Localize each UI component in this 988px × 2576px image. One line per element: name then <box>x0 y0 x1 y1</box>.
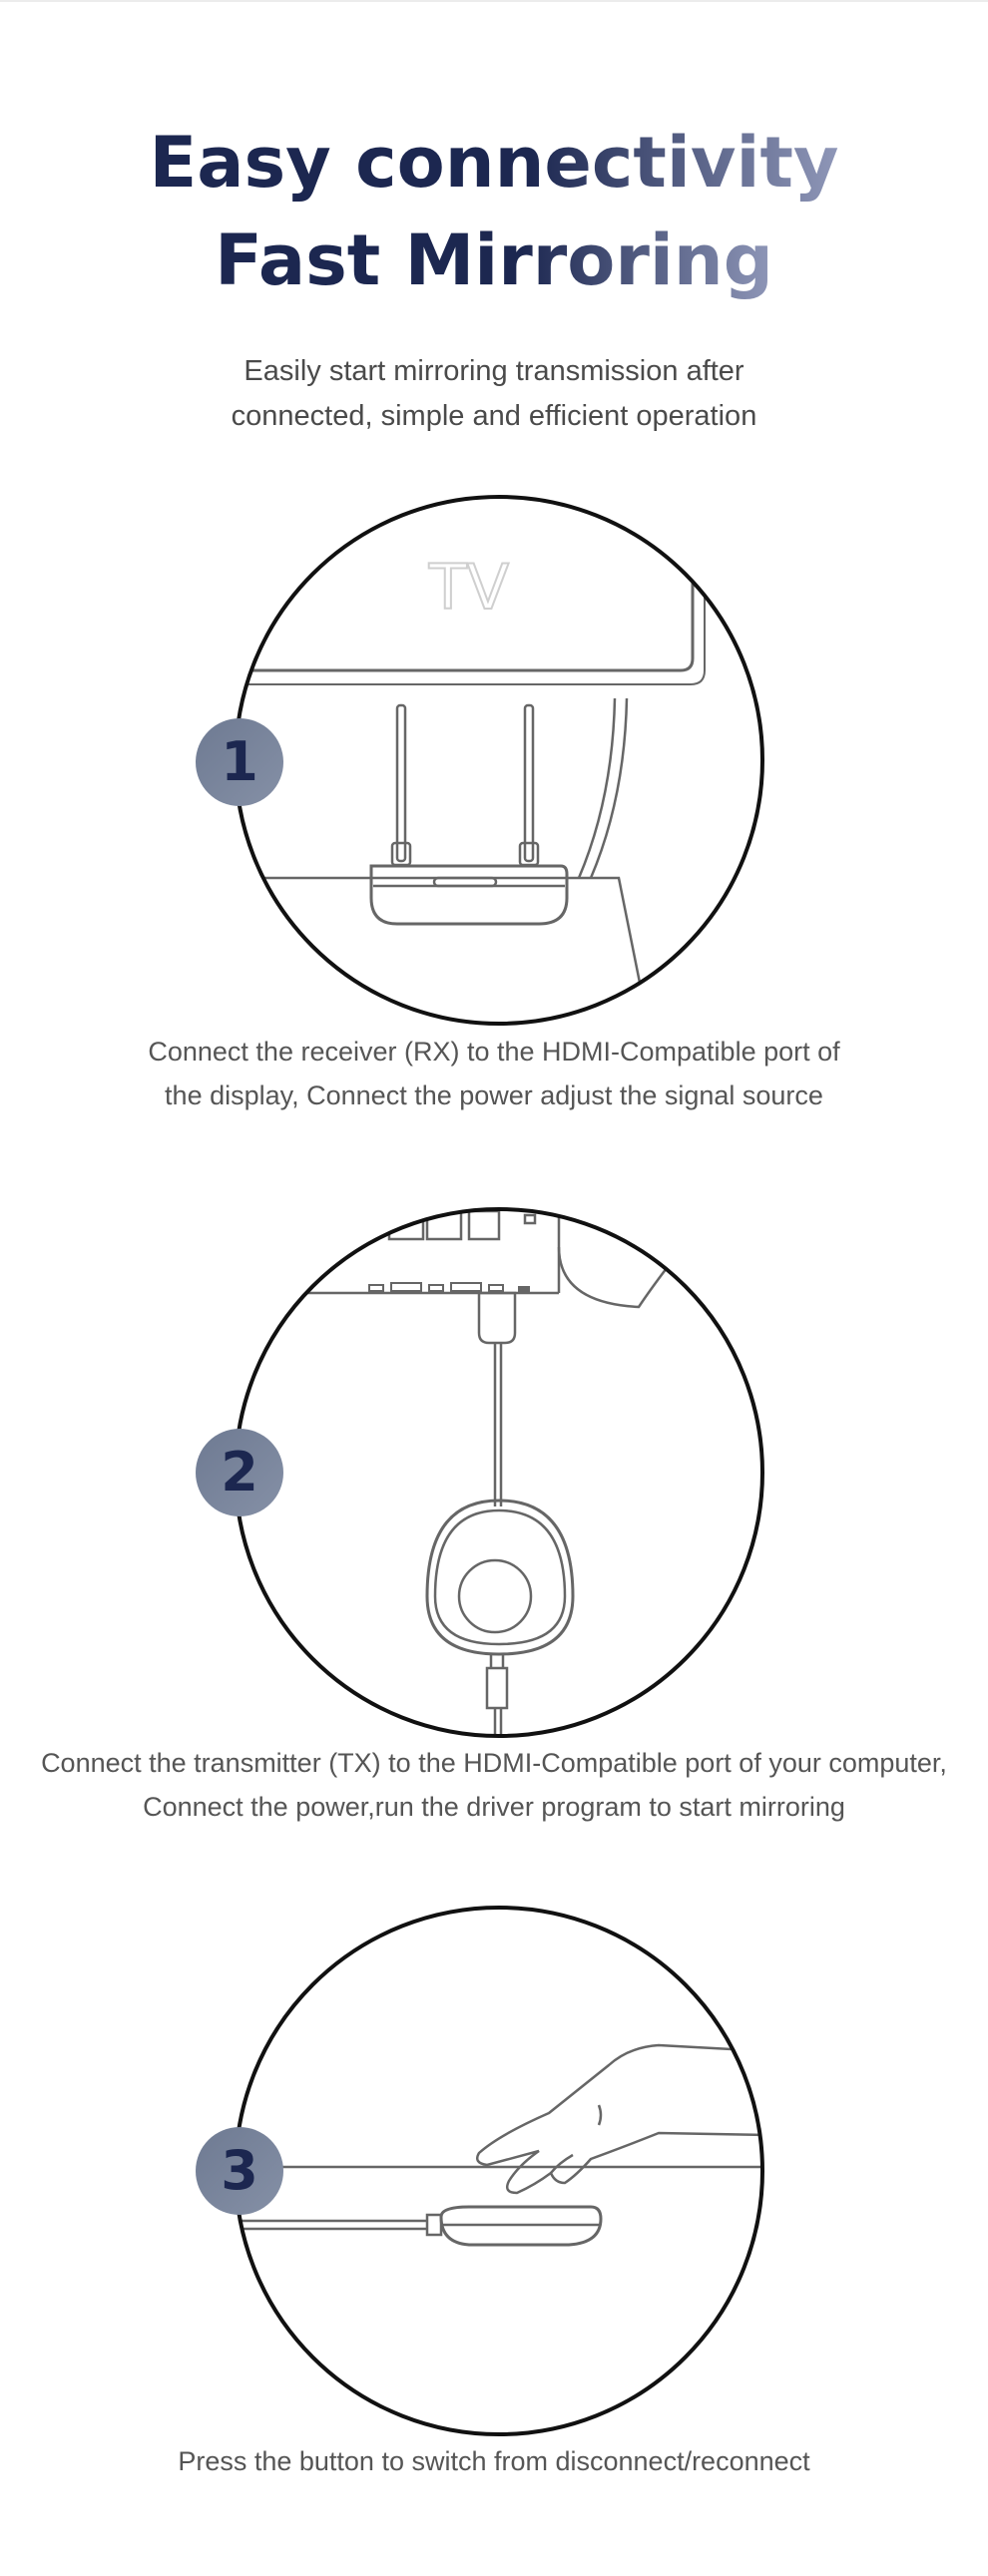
tv-label: TV <box>428 551 510 624</box>
step-1-caption-line-1: Connect the receiver (RX) to the HDMI-Compatible port of <box>148 1037 840 1067</box>
tx-cable <box>200 2221 427 2229</box>
subtitle-line-2: connected, simple and efficient operation <box>231 400 757 432</box>
step-1-badge: 1 <box>196 718 283 806</box>
step-3-circle <box>236 1908 762 2434</box>
antenna-left <box>397 705 405 861</box>
step-2-circle <box>236 1209 762 1736</box>
subtitle-line-1: Easily start mirroring transmission after <box>244 355 744 387</box>
step-1-illustration <box>0 489 988 1028</box>
antenna-right <box>525 705 533 861</box>
step-2-illustration <box>0 1202 988 1741</box>
step-2-caption-line-1: Connect the transmitter (TX) to the HDMI-Compatible port of your computer, <box>41 1748 947 1778</box>
step-1-caption <box>0 1030 988 1117</box>
receiver-box <box>371 866 567 924</box>
step-3-caption <box>0 2439 988 2483</box>
step-2-caption <box>0 1741 988 1829</box>
power-cable <box>579 698 615 878</box>
subtitle <box>0 349 988 439</box>
step-1-caption-line-2: the display, Connect the power adjust the signal source <box>165 1080 823 1110</box>
hdmi-plug <box>479 1293 515 1343</box>
step-3-badge: 3 <box>196 2127 283 2215</box>
hand <box>477 2045 768 2193</box>
usb-plug <box>487 1668 507 1708</box>
step-2-caption-line-2: Connect the power,run the driver program to start mirroring <box>143 1792 845 1822</box>
transmitter-button <box>459 1560 531 1632</box>
headline-line-2: Fast Mirroring <box>215 219 773 301</box>
top-divider <box>0 0 988 2</box>
step-3-illustration <box>0 1901 988 2439</box>
step-3-caption-line-1: Press the button to switch from disconnect/reconnect <box>178 2446 810 2476</box>
step-2-badge: 2 <box>196 1429 283 1516</box>
headline-line-1: Easy connectivity <box>149 122 839 204</box>
